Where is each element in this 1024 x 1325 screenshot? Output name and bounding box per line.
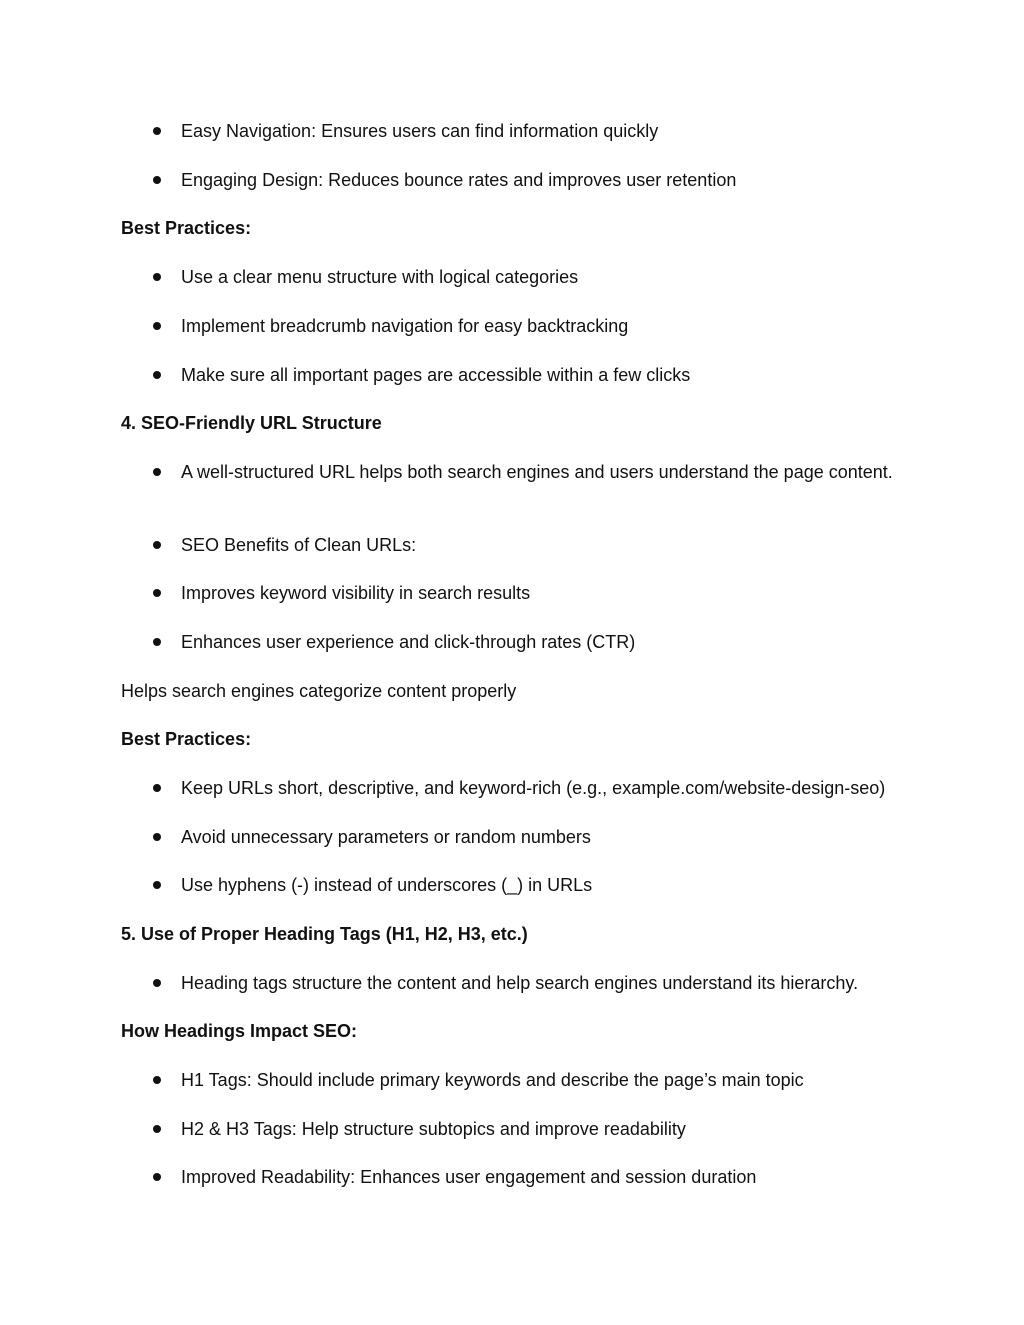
list-item-text: Enhances user experience and click-through rates (CTR): [181, 632, 636, 652]
list-item: [121, 168, 921, 192]
list-item: [121, 1165, 921, 1189]
section-heading: Best Practices:: [121, 218, 252, 238]
list-item-text: Avoid unnecessary parameters or random numbers: [181, 827, 591, 847]
list-item: [121, 363, 921, 387]
list-item-text: Improved Readability: Enhances user engagement and session duration: [181, 1167, 757, 1187]
bullet-icon: [121, 971, 181, 995]
section-heading: 5. Use of Proper Heading Tags (H1, H2, H3, etc.): [121, 924, 528, 944]
list-item: [121, 265, 921, 289]
list-item-text: Use hyphens (-) instead of underscores (_) in URLs: [181, 875, 593, 895]
list-item: [121, 873, 921, 897]
list-item: [121, 630, 921, 654]
list-item-text: Engaging Design: Reduces bounce rates and improves user retention: [181, 170, 737, 190]
list-item: [121, 971, 921, 995]
bullet-icon: [121, 873, 181, 897]
list-item-text: Use a clear menu structure with logical categories: [181, 267, 579, 287]
list-item-text: Keep URLs short, descriptive, and keyword-rich (e.g., example.com/website-design-seo): [181, 778, 886, 798]
list-item-text: A well-structured URL helps both search engines and users understand the page content.: [181, 462, 893, 482]
bullet-icon: [121, 460, 181, 484]
bullet-icon: [121, 119, 181, 143]
bullet-icon: [121, 168, 181, 192]
list-item-text: Make sure all important pages are accessible within a few clicks: [181, 365, 691, 385]
list-item: [121, 533, 921, 557]
bullet-icon: [121, 776, 181, 800]
list-item-text: Heading tags structure the content and help search engines understand its hierarchy.: [181, 973, 859, 993]
list-item-text: H2 & H3 Tags: Help structure subtopics and improve readability: [181, 1119, 686, 1139]
paragraph: Helps search engines categorize content properly: [121, 681, 517, 701]
bullet-icon: [121, 265, 181, 289]
list-item: [121, 460, 921, 484]
list-item: [121, 314, 921, 338]
list-item-text: Implement breadcrumb navigation for easy backtracking: [181, 316, 629, 336]
list-item-text: Easy Navigation: Ensures users can find information quickly: [181, 121, 659, 141]
bullet-icon: [121, 533, 181, 557]
list-item: [121, 1068, 921, 1092]
bullet-icon: [121, 1117, 181, 1141]
list-item-text: H1 Tags: Should include primary keywords and describe the page’s main topic: [181, 1070, 804, 1090]
bullet-icon: [121, 1165, 181, 1189]
bullet-icon: [121, 581, 181, 605]
section-heading: How Headings Impact SEO:: [121, 1021, 358, 1041]
list-item: [121, 581, 921, 605]
list-item-text: SEO Benefits of Clean URLs:: [181, 535, 417, 555]
section-heading: 4. SEO-Friendly URL Structure: [121, 413, 382, 433]
bullet-icon: [121, 314, 181, 338]
list-item: [121, 119, 921, 143]
section-heading: Best Practices:: [121, 729, 252, 749]
list-item: [121, 776, 921, 800]
bullet-icon: [121, 363, 181, 387]
list-item: [121, 825, 921, 849]
list-item: [121, 1117, 921, 1141]
list-item-text: Improves keyword visibility in search results: [181, 583, 531, 603]
bullet-icon: [121, 1068, 181, 1092]
bullet-icon: [121, 630, 181, 654]
bullet-icon: [121, 825, 181, 849]
